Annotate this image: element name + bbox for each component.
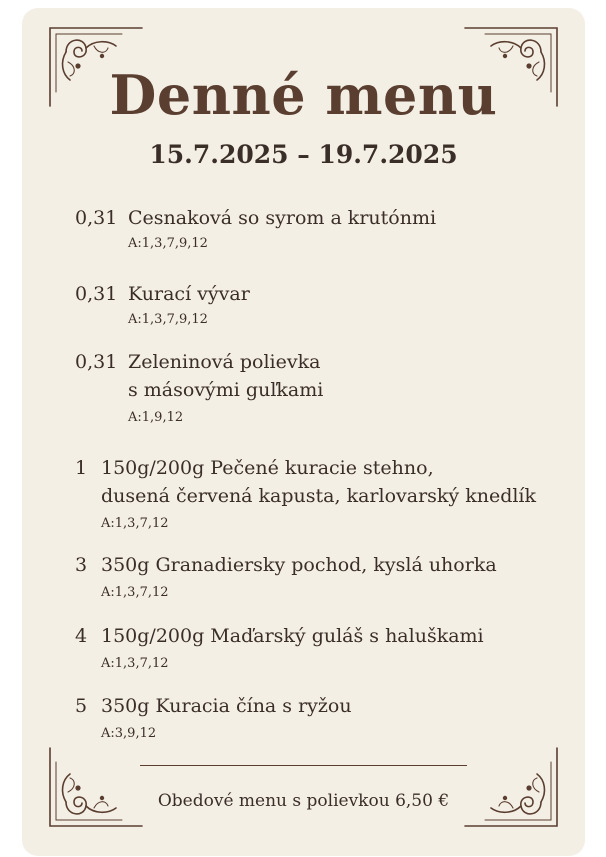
item-allergens: A:1,3,7,12: [101, 656, 169, 671]
menu-card: [22, 8, 585, 856]
item-number: 0,31: [75, 351, 118, 373]
lunch-price-note: Obedové menu s polievkou 6,50 €: [157, 791, 450, 811]
corner-flourish-icon: [44, 746, 144, 832]
item-name: Cesnaková so syrom a krutónmi: [128, 207, 437, 229]
item-allergens: A:1,3,7,9,12: [128, 236, 208, 251]
item-name-line-1: Zeleninová polievka: [128, 351, 321, 373]
item-name-line-1: 150g/200g Pečené kuracie stehno,: [101, 457, 434, 479]
item-allergens: A:1,9,12: [128, 410, 184, 425]
item-number: 3: [75, 554, 88, 576]
item-number: 4: [75, 625, 88, 647]
item-name-line-2: s másovými guľkami: [128, 379, 324, 401]
item-number: 0,31: [75, 283, 118, 305]
menu-dates: 15.7.2025 – 19.7.2025: [149, 140, 458, 169]
item-number: 0,31: [75, 207, 118, 229]
item-name: 350g Granadiersky pochod, kyslá uhorka: [101, 554, 497, 576]
item-allergens: A:1,3,7,12: [101, 585, 169, 600]
item-name: 350g Kuracia čína s ryžou: [101, 695, 352, 717]
item-name-line-2: dusená červená kapusta, karlovarský knedlík: [101, 485, 537, 507]
menu-title: Denné menu: [109, 63, 498, 127]
item-name: Kurací vývar: [128, 283, 250, 305]
footer-divider: [140, 765, 467, 766]
item-name: 150g/200g Maďarský guláš s haluškami: [101, 625, 484, 647]
corner-flourish-icon: [463, 746, 563, 832]
item-number: 5: [75, 695, 88, 717]
item-number: 1: [75, 457, 88, 479]
item-allergens: A:1,3,7,12: [101, 516, 169, 531]
item-allergens: A:3,9,12: [101, 726, 157, 741]
item-allergens: A:1,3,7,9,12: [128, 312, 208, 327]
